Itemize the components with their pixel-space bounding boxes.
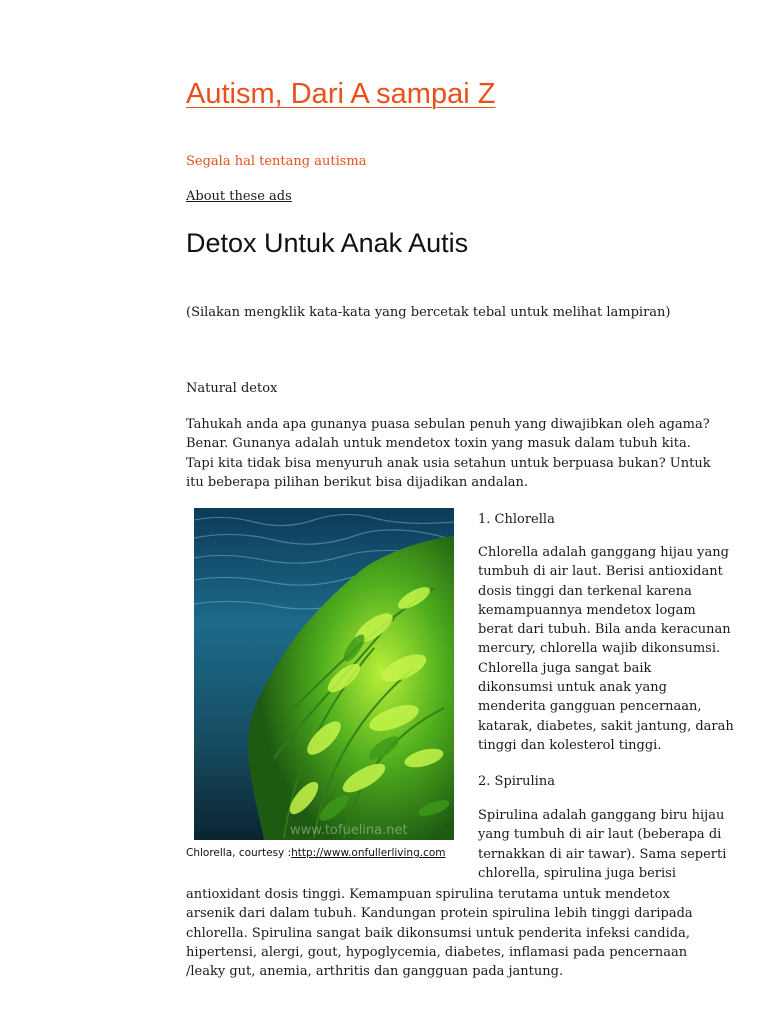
photo-caption [186,847,446,859]
spirulina-line: chlorella, spirulina juga berisi [478,865,677,881]
intro-line: Benar. Gunanya adalah untuk mendetox toxin yang masuk dalam tubuh kita. [186,436,691,452]
chlorella-line: tumbuh di air laut. Berisi antioxidant [478,564,723,580]
photo-caption-prefix: Chlorella, courtesy : [186,847,292,859]
seaweed-illustration [194,508,454,840]
spirulina-continued-line: hipertensi, alergi, gout, hypoglycemia, diabetes, inflamasi pada pencernaan [186,944,688,960]
blog-title-link[interactable]: Autism, Dari A sampai Z [186,78,496,110]
about-ads-link[interactable]: About these ads [186,189,292,204]
chlorella-line: dosis tinggi dan terkenal karena [478,583,692,599]
chlorella-photo [194,508,454,840]
spirulina-line: ternakkan di air tawar). Sama seperti [478,846,727,862]
spirulina-continued-line: antioxidant dosis tinggi. Kemampuan spirulina terutama untuk mendetox [186,887,670,902]
spirulina-continued-line: arsenik dari dalam tubuh. Kandungan protein spirulina lebih tinggi daripada [186,906,693,922]
intro-line: Tapi kita tidak bisa menyuruh anak usia setahun untuk berpuasa bukan? Untuk [186,455,711,471]
chlorella-line: menderita gangguan pencernaan, [478,699,702,715]
spirulina-paragraph [478,806,758,883]
spirulina-line: yang tumbuh di air laut (beberapa di [478,827,722,843]
photo-watermark: www.tofuelina.net [290,823,408,838]
post-note: (Silakan mengklik kata-kata yang bercetak tebal untuk melihat lampiran) [186,305,671,320]
intro-line: itu beberapa pilihan berikut bisa dijadikan andalan. [186,474,529,490]
chlorella-line: tinggi dan kolesterol tinggi. [478,737,662,753]
spirulina-continued-line: chlorella. Spirulina sangat baik dikonsumsi untuk penderita infeksi candida, [186,925,690,941]
chlorella-line: berat dari tubuh. Bila anda keracunan [478,622,731,638]
intro-line: Tahukah anda apa gunanya puasa sebulan penuh yang diwajibkan oleh agama? [186,417,710,432]
chlorella-line: Chlorella juga sangat baik [478,660,652,676]
photo-caption-link[interactable]: http://www.onfullerliving.com [291,847,446,859]
spirulina-line: Spirulina adalah ganggang biru hijau [478,808,725,823]
chlorella-line: mercury, chlorella wajib dikonsumsi. [478,641,721,657]
post-title: Detox Untuk Anak Autis [186,228,469,258]
chlorella-line: katarak, diabetes, sakit jantung, darah [478,718,734,734]
chlorella-line: kemampuannya mendetox logam [478,602,696,618]
spirulina-continued-line: /leaky gut, anemia, arthritis dan gangguan pada jantung. [186,964,564,980]
section-label-natural-detox: Natural detox [186,381,278,396]
chlorella-paragraph [478,543,758,755]
blog-tagline: Segala hal tentang autisma [186,154,367,169]
intro-paragraph [186,415,746,492]
spirulina-paragraph-continued [186,885,746,981]
chlorella-line: Chlorella adalah ganggang hijau yang [478,545,729,560]
spirulina-heading: 2. Spirulina [478,774,555,789]
chlorella-line: dikonsumsi untuk anak yang [478,680,667,696]
chlorella-heading: 1. Chlorella [478,512,555,527]
